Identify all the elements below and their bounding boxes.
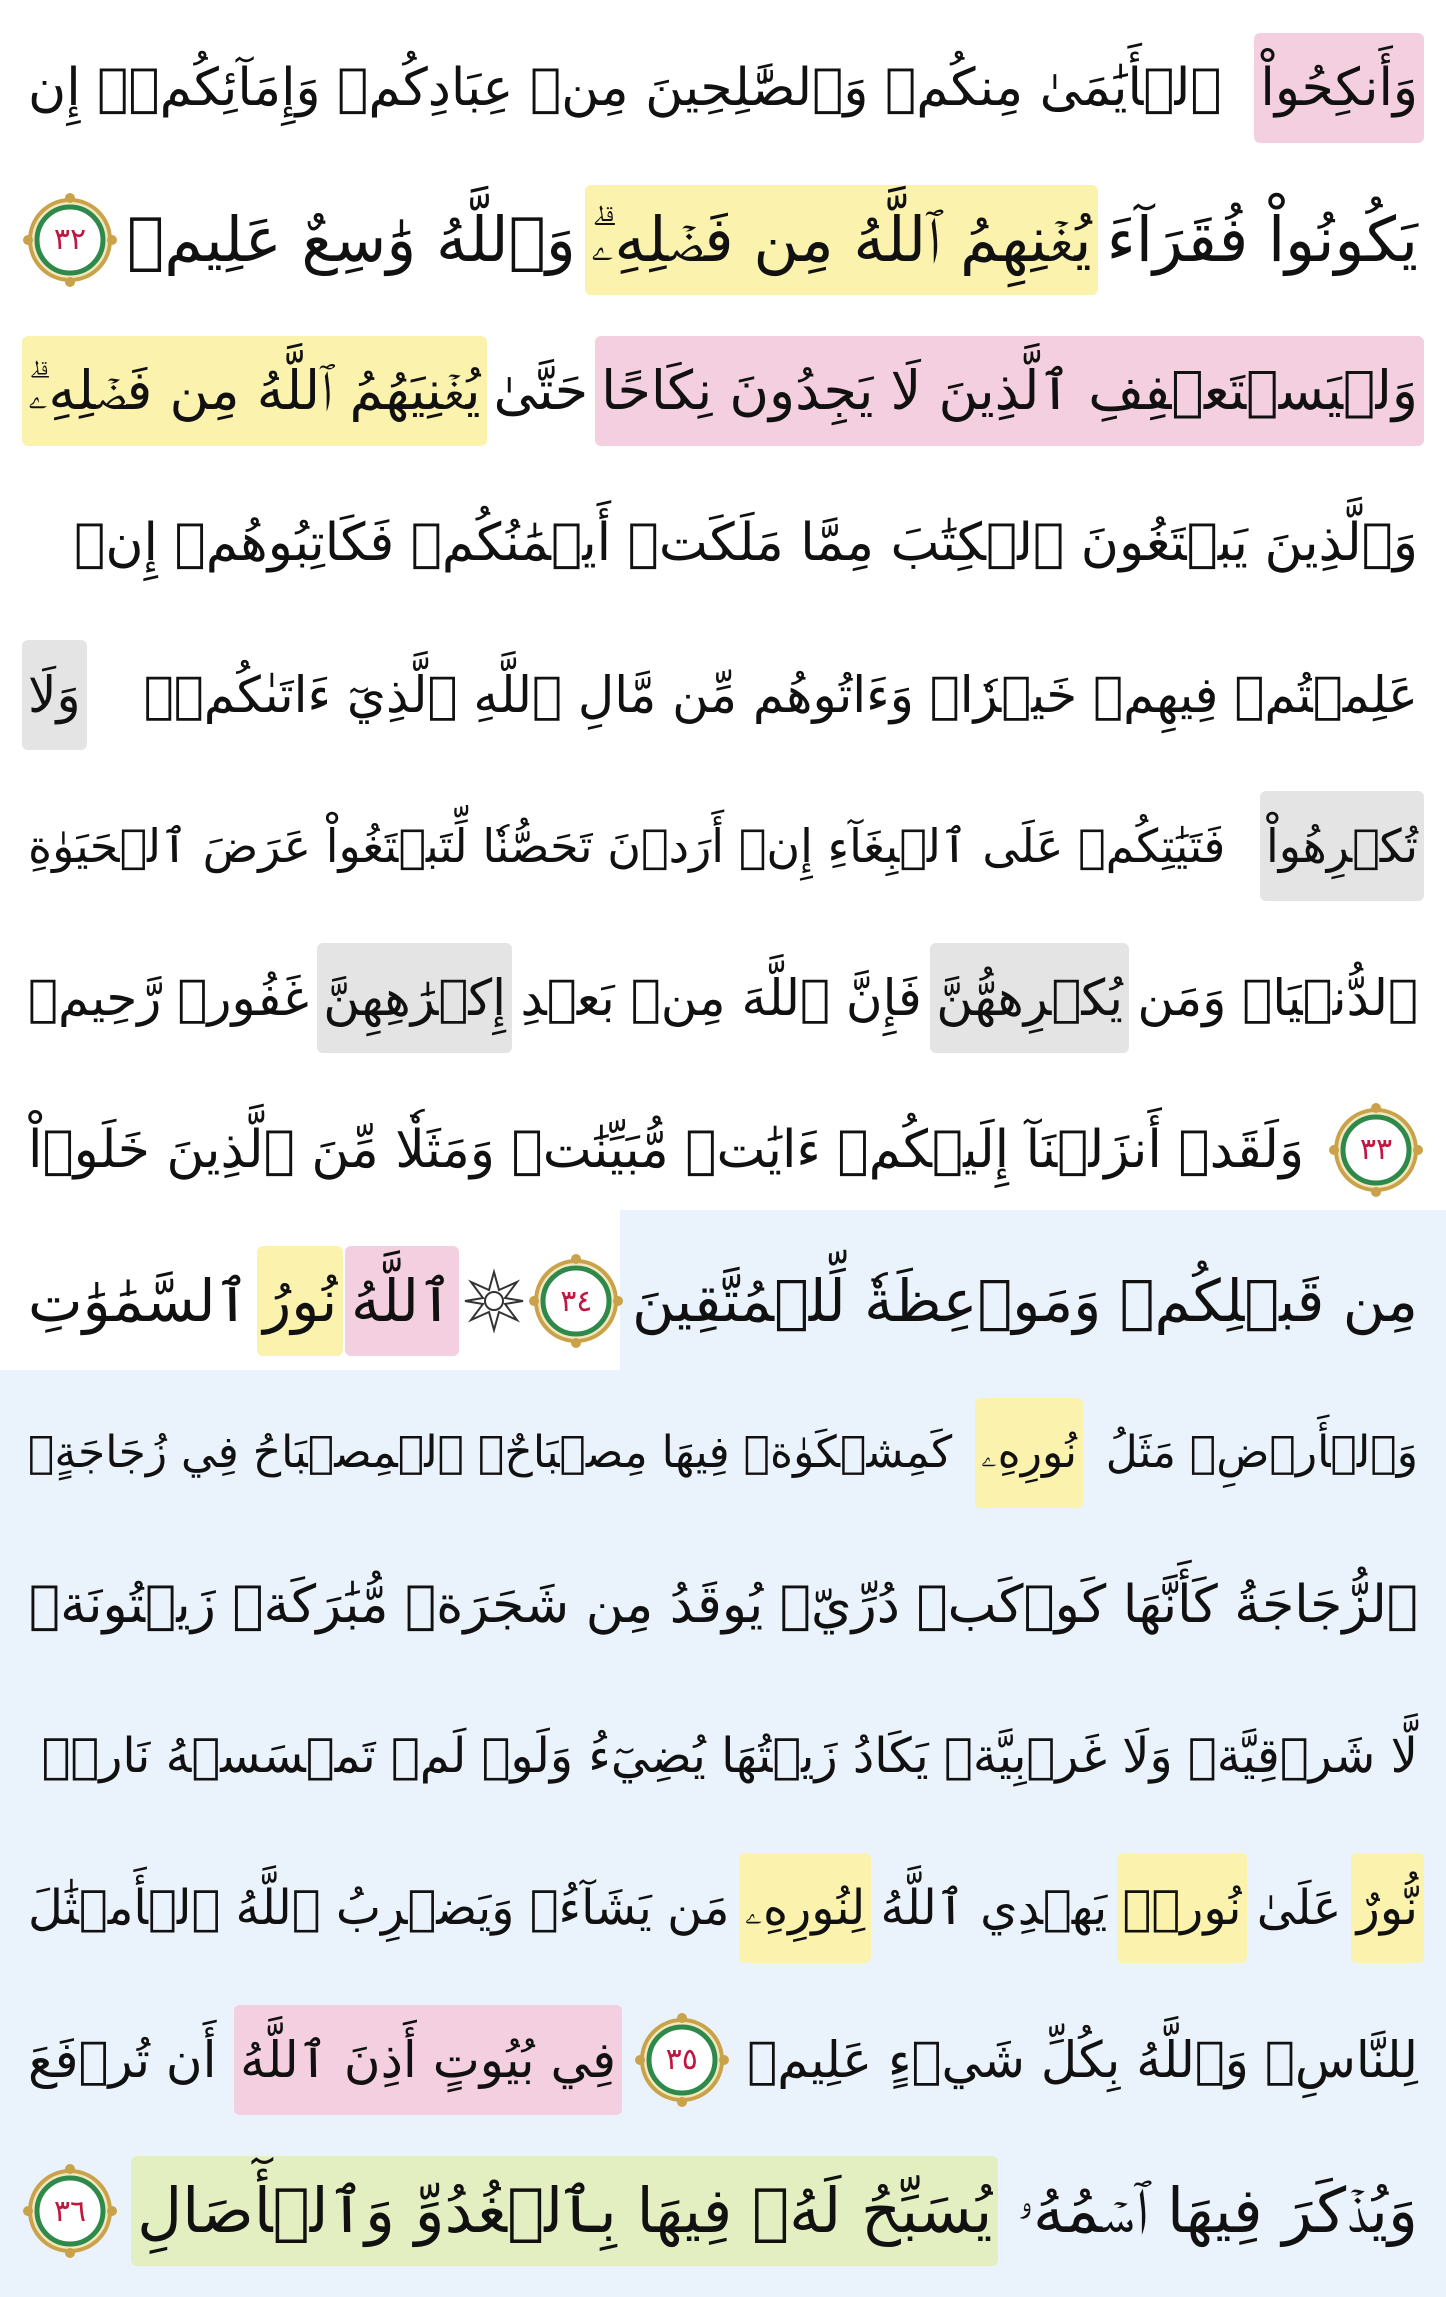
verse-line [22, 629, 1424, 761]
verse-line [22, 780, 1424, 912]
verse-line [22, 1235, 1424, 1367]
highlighted-phrase-gray: إِكۡرَٰهِهِنَّ [317, 943, 512, 1053]
highlighted-phrase-gray: يُكۡرِههُّنَّ [930, 943, 1129, 1053]
ayah-marker [1328, 1102, 1424, 1198]
ayah-number: ٣٤ [560, 1283, 593, 1319]
ayah-number: ٣٥ [665, 2042, 698, 2077]
ayah-marker [634, 2012, 730, 2108]
verse-text: لَّا شَرۡقِيَّةٖ وَلَا غَرۡبِيَّةٖ يَكَادُ زَيۡتُهَا يُضِيٓءُ وَلَوۡ لَمۡ تَمۡسَسۡهُ نَارٞۚ [41, 1728, 1418, 1785]
highlighted-phrase-yellow: يُغۡنِيَهُمُ ٱللَّهُ مِن فَضۡلِهِۦۗ [22, 336, 487, 446]
verse-text: كَمِشۡكَوٰةٖ فِيهَا مِصۡبَاحٌۖ ٱلۡمِصۡبَاحُ فِي زُجَاجَةٍۖ [28, 1426, 953, 1478]
highlighted-phrase-yellow: نُورٖۚ [1117, 1853, 1248, 1963]
verse-text: غَفُورٞ رَّحِيمٞ [28, 968, 309, 1027]
highlighted-phrase-gray: وَلَا [22, 640, 87, 750]
verse-text: مَن يَشَآءُۚ وَيَضۡرِبُ ٱللَّهُ ٱلۡأَمۡثَٰلَ [28, 1879, 730, 1936]
verse-text: أَن تُرۡفَعَ [28, 2030, 217, 2089]
verse-line [22, 22, 1424, 154]
verse-line [22, 1994, 1424, 2126]
verse-text: مِن قَبۡلِكُمۡ وَمَوۡعِظَةٗ لِّلۡمُتَّقِينَ [631, 1267, 1418, 1336]
verse-text: وَٱلۡأَرۡضِۚ مَثَلُ [1105, 1426, 1418, 1478]
highlighted-phrase-gray: تُكۡرِهُواْ [1260, 791, 1424, 901]
ayah-marker [22, 2163, 118, 2259]
verse-text: فَتَيَٰتِكُمۡ عَلَى ٱلۡبِغَآءِ إِنۡ أَرَدۡنَ تَحَصُّنٗا لِّتَبۡتَغُواْ عَرَضَ ٱلۡحَيَوٰةِ [28, 819, 1226, 874]
highlighted-phrase-pink: فِي بُيُوتٍ أَذِنَ ٱللَّهُ [234, 2005, 622, 2115]
highlighted-phrase-pink: ٱللَّهُ [345, 1246, 459, 1356]
verse-text: ٱلۡأَيَٰمَىٰ مِنكُمۡ وَٱلصَّٰلِحِينَ مِنۡ عِبَادِكُمۡ وَإِمَآئِكُمۡۚ إِن [28, 57, 1222, 118]
verse-line [22, 477, 1424, 609]
verse-text: حَتَّىٰ [493, 359, 589, 423]
highlighted-phrase-yellow: نُورِهِۦ [975, 1398, 1083, 1508]
verse-text: ٱلزُّجَاجَةُ كَأَنَّهَا كَوۡكَبٞ دُرِّيّٞ يُوقَدُ مِن شَجَرَةٖ مُّبَٰرَكَةٖ زَيۡتُونَةٖ [28, 1574, 1418, 1635]
highlighted-phrase-yellow: نُّورٌ [1351, 1853, 1424, 1963]
hizb-marker [461, 1268, 527, 1334]
ayah-marker [22, 192, 118, 288]
highlighted-phrase-yellow: يُغۡنِهِمُ ٱللَّهُ مِن فَضۡلِهِۦۗ [585, 185, 1098, 295]
highlighted-phrase-yellow: لِنُورِهِۦ [739, 1853, 871, 1963]
ayah-number: ٣٢ [53, 222, 87, 257]
verse-text: ٱلسَّمَٰوَٰتِ [28, 1267, 250, 1336]
highlighted-phrase-yellow: نُورُ [257, 1246, 343, 1356]
verse-text: ٱلدُّنۡيَاۚ وَمَن [1137, 968, 1418, 1027]
mushaf-page [22, 12, 1424, 2287]
verse-line [22, 2145, 1424, 2277]
ayah-number: ٣٣ [1359, 1132, 1393, 1167]
verse-line [22, 1842, 1424, 1974]
verse-text: وَٱلَّذِينَ يَبۡتَغُونَ ٱلۡكِتَٰبَ مِمَّا مَلَكَتۡ أَيۡمَٰنُكُمۡ فَكَاتِبُوهُمۡ إِنۡ [74, 512, 1418, 573]
verse-line [22, 1387, 1424, 1519]
verse-text: وَيُذۡكَرَ فِيهَا ٱسۡمُهُۥ [1017, 2174, 1418, 2248]
verse-line [22, 325, 1424, 457]
verse-text: وَٱللَّهُ وَٰسِعٌ عَلِيمٞ [127, 202, 576, 276]
verse-text: عَلِمۡتُمۡ فِيهِمۡ خَيۡرٗاۖ وَءَاتُوهُم مِّن مَّالِ ٱللَّهِ ٱلَّذِيٓ ءَاتَىٰكُمۡۚ [143, 665, 1418, 724]
verse-line [22, 174, 1424, 306]
highlighted-phrase-pink: وَأَنكِحُواْ [1254, 33, 1424, 143]
ayah-marker [528, 1253, 624, 1349]
verse-text: يَهۡدِي ٱللَّهُ [880, 1879, 1108, 1936]
rub-el-hizb-flower-icon [461, 1268, 527, 1334]
verse-text: عَلَىٰ [1256, 1879, 1342, 1936]
verse-line [22, 1539, 1424, 1671]
verse-text: وَلَقَدۡ أَنزَلۡنَآ إِلَيۡكُمۡ ءَايَٰتٖ مُّبَيِّنَٰتٖ وَمَثَلٗا مِّنَ ٱلَّذِينَ خَلَوۡاْ [28, 1119, 1305, 1180]
verse-line [22, 1690, 1424, 1822]
ayah-number: ٣٦ [53, 2193, 87, 2229]
verse-text: يَكُونُواْ فُقَرَآءَ [1106, 202, 1418, 276]
verse-text: فَإِنَّ ٱللَّهَ مِنۢ بَعۡدِ [520, 968, 922, 1027]
highlighted-phrase-pink: وَلۡيَسۡتَعۡفِفِ ٱلَّذِينَ لَا يَجِدُونَ نِكَاحًا [595, 336, 1424, 446]
highlighted-phrase-green: يُسَبِّحُ لَهُۥ فِيهَا بِٱلۡغُدُوِّ وَٱلۡأٓصَالِ [131, 2156, 998, 2266]
verse-line [22, 932, 1424, 1064]
verse-line [22, 1084, 1424, 1216]
verse-text: لِلنَّاسِۗ وَٱللَّهُ بِكُلِّ شَيۡءٍ عَلِيمٞ [747, 2030, 1418, 2089]
